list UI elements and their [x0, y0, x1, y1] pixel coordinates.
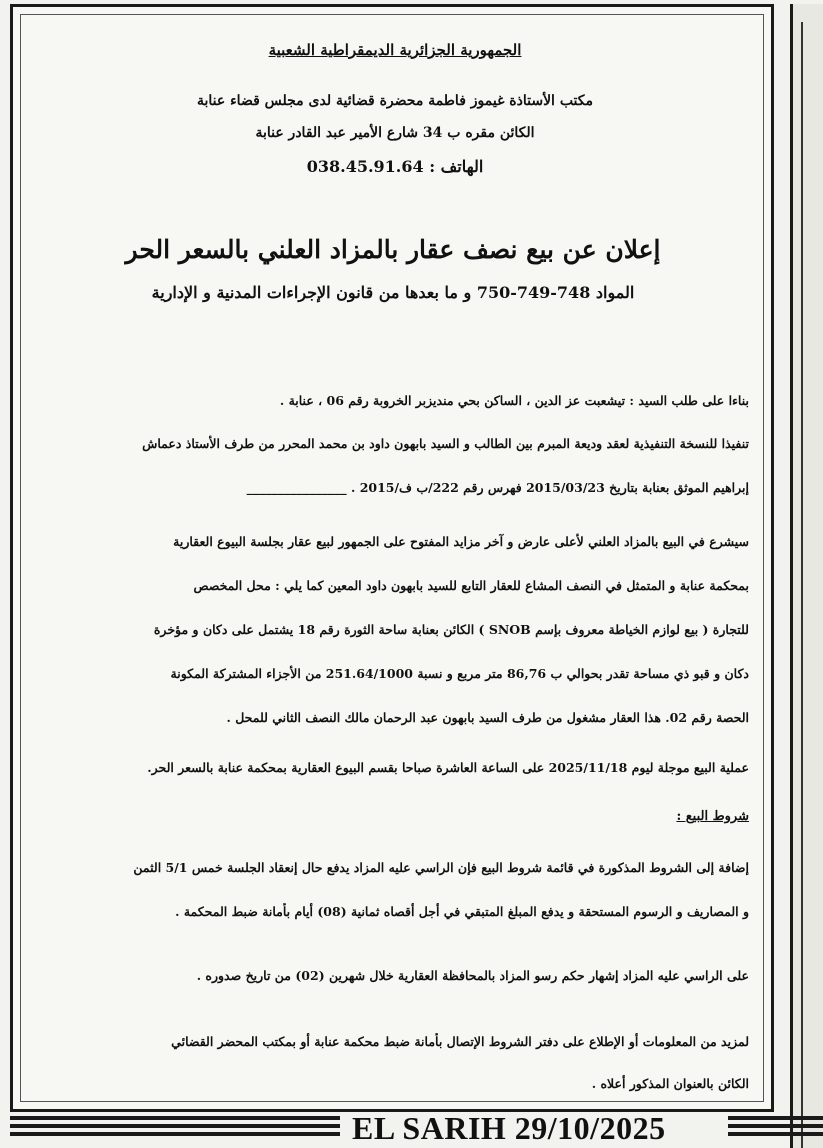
condition-3-line-2: الكائن بالعنوان المذكور أعلاه . [591, 1076, 749, 1091]
sale-line-3: للتجارة ( بيع لوازم الخياطة معروف بإسم SNOB ) الكائن بعنابة ساحة الثورة رقم 18 يشتمل على دكان و مؤخرة [153, 622, 749, 637]
office-line-2: الكائن مقره ب 34 شارع الأمير عبد القادر عنابة [255, 125, 535, 141]
conditions-heading: شروط البيع : [676, 809, 749, 824]
footer-rule-right [728, 1116, 823, 1140]
requester-paragraph: بناءا على طلب السيد : تيشعبت عز الدين ، الساكن بحي منديزبر الخروبة رقم 06 ، عنابة . [279, 393, 749, 408]
condition-1-line-1: إضافة إلى الشروط المذكورة في قائمة شروط البيع فإن الراسي عليه المزاد يدفع حال إنعقاد الجلسة خمس 5/1 الثمن [133, 860, 749, 875]
newspaper-footer [0, 1108, 823, 1148]
adjacent-column-edge [790, 4, 823, 1148]
sale-date-paragraph: عملية البيع موجلة ليوم 2025/11/18 على الساعة العاشرة صباحا بقسم البيوع العقارية بمحكمة عنابة بالسعر الحر. [147, 760, 749, 775]
condition-1-line-2: و المصاريف و الرسوم المستحقة و يدفع المبلغ المتبقي في أجل أقصاه ثمانية (08) أيام بأمانة ضبط المحكمة . [175, 904, 749, 919]
legal-articles-subtitle: المواد 748-749-750 و ما بعدها من قانون الإجراءات المدنية و الإدارية [151, 283, 635, 302]
sale-line-5: الحصة رقم 02. هذا العقار مشغول من طرف السيد بابهون عبد الرحمان مالك النصف الثاني للمحل . [226, 710, 749, 725]
sale-line-1: سيشرع في البيع بالمزاد العلني لأعلى عارض و آخر مزايد المفتوح على الجمهور لبيع عقار بجلسة البيوع العقارية [173, 534, 749, 549]
condition-2: على الراسي عليه المزاد إشهار حكم رسو المزاد بالمحافظة العقارية خلال شهرين (02) من تاريخ صدوره . [196, 968, 749, 983]
newspaper-masthead-date: EL SARIH 29/10/2025 [352, 1110, 666, 1146]
sale-line-4: دكان و قبو ذي مساحة تقدر بحوالي ب 86,76 متر مربع و نسبة 251.64/1000 من الأجزاء المشتركة المكونة [170, 666, 749, 681]
condition-3-line-1: لمزيد من المعلومات أو الإطلاع على دفتر الشروط الإتصال بأمانة ضبط محكمة عنابة أو بمكتب المحضر القضائي [171, 1034, 749, 1049]
announcement-frame [10, 4, 774, 1112]
sale-line-2: بمحكمة عنابة و المتمثل في النصف المشاع للعقار التابع للسيد بابهون داود المعين كما يلي : محل المخصص [193, 578, 749, 593]
footer-rule-left [10, 1116, 340, 1140]
office-line-1: مكتب الأستاذة غيموز فاطمة محضرة قضائية لدى مجلس قضاء عنابة [196, 93, 594, 109]
execution-line-1: تنفيذا للنسخة التنفيذية لعقد وديعة المبرم بين الطالب و السيد بابهون داود بن محمد المحرر من طرف الأستاذ دعماش [142, 436, 749, 451]
frame-inner-border [20, 14, 764, 1102]
execution-line-2: إبراهيم الموثق بعنابة بتاريخ 2015/03/23 فهرس رقم 222/ب ف/2015 . ________________ [246, 480, 749, 495]
office-phone: الهاتف : 038.45.91.64 [306, 157, 484, 176]
announcement-title: إعلان عن بيع نصف عقار بالمزاد العلني بالسعر الحر [125, 235, 661, 264]
republic-heading: الجمهورية الجزائرية الديمقراطية الشعبية [268, 41, 522, 59]
adjacent-column-rule [801, 22, 803, 1148]
